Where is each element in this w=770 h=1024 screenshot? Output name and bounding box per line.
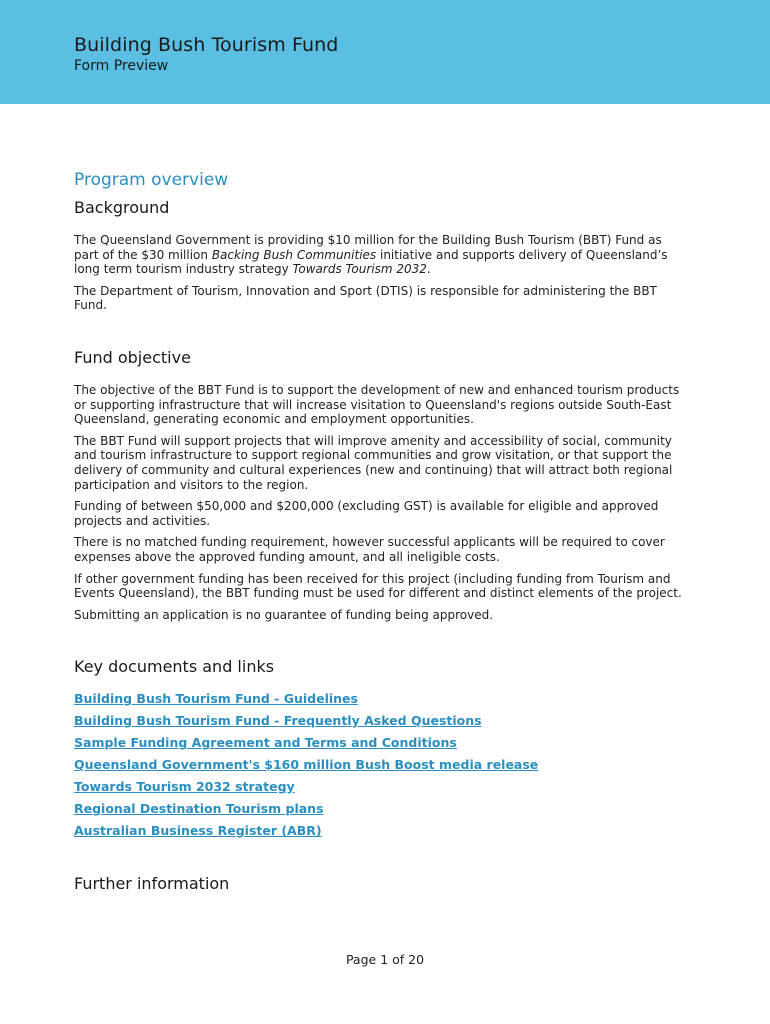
objective-paragraph-3: Funding of between $50,000 and $200,000 (excluding GST) is available for eligible and approved projects and activities. <box>74 499 659 528</box>
background-text-a: The Queensland Government is providing $10 million for the Building Bush Tourism (BBT) Fund as part of the $30 million <box>74 233 662 262</box>
background-text-em2: Towards Tourism 2032 <box>292 262 427 277</box>
section-title-program-overview: Program overview <box>74 170 229 190</box>
objective-paragraph-5: If other government funding has been received for this project (including funding from Tourism and Events Queensland), the BBT funding must be used for different and distinct elements of the project. <box>74 571 682 601</box>
list-item <box>74 736 684 751</box>
link-sample-funding-agreement[interactable]: Sample Funding Agreement and Terms and Conditions <box>74 735 457 751</box>
background-text-b: initiative and supports delivery of Queensland’s long term tourism industry strategy <box>74 247 668 277</box>
page-title: Building Bush Tourism Fund <box>74 34 339 56</box>
list-item <box>74 802 684 817</box>
page-number: Page 1 of 20 <box>345 952 425 967</box>
link-guidelines[interactable]: Building Bush Tourism Fund - Guidelines <box>74 691 358 707</box>
link-towards-tourism-2032[interactable]: Towards Tourism 2032 strategy <box>74 779 295 795</box>
list-item <box>74 692 684 707</box>
link-abr[interactable]: Australian Business Register (ABR) <box>74 823 322 839</box>
objective-paragraph-4: There is no matched funding requirement, however successful applicants will be required to cover expenses above the approved funding amount, and all ineligible costs. <box>74 535 665 564</box>
link-regional-destination-plans[interactable]: Regional Destination Tourism plans <box>74 801 324 817</box>
heading-background: Background <box>74 198 170 217</box>
background-text-em1: Backing Bush Communities <box>211 247 377 262</box>
main-content <box>74 170 684 909</box>
background-paragraph-2: The Department of Tourism, Innovation and Sport (DTIS) is responsible for administering the BBT Fund. <box>74 283 657 313</box>
background-text-c: . <box>426 262 431 277</box>
list-item <box>74 758 684 773</box>
page-header <box>0 0 770 104</box>
link-bush-boost-media-release[interactable]: Queensland Government's $160 million Bush Boost media release <box>74 757 539 773</box>
list-item <box>74 714 684 729</box>
heading-further-information: Further information <box>74 874 230 894</box>
heading-key-documents: Key documents and links <box>74 657 275 677</box>
objective-paragraph-2: The BBT Fund will support projects that will improve amenity and accessibility of social, community and tourism infrastructure to support regional communities and grow visitation, or that support the delivery of community and cultural experiences (new and continuing) that will attract both regional participation and visitors to the region. <box>74 433 673 492</box>
heading-fund-objective: Fund objective <box>74 347 191 367</box>
background-paragraph-1 <box>74 233 684 277</box>
list-item <box>74 824 684 839</box>
objective-paragraph-1: The objective of the BBT Fund is to support the development of new and enhanced tourism products or supporting infrastructure that will increase visitation to Queensland's regions outside South-East Queensland, generating economic and employment opportunities. <box>74 382 680 427</box>
objective-paragraph-6: Submitting an application is no guarantee of funding being approved. <box>74 607 494 622</box>
list-item <box>74 780 684 795</box>
page-subtitle: Form Preview <box>74 58 169 74</box>
link-faq[interactable]: Building Bush Tourism Fund - Frequently Asked Questions <box>74 713 482 729</box>
key-documents-list <box>74 692 684 839</box>
